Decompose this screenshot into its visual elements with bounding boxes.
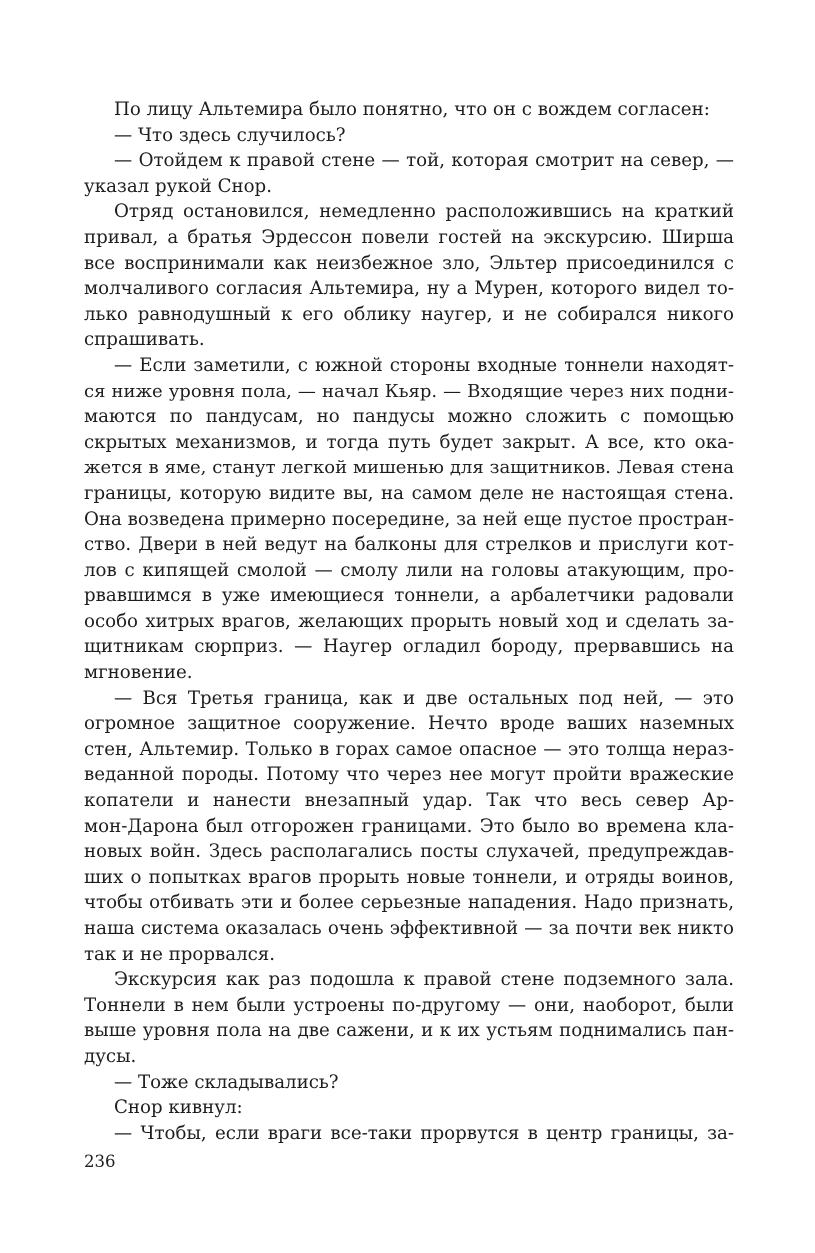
text-line: границы, которую видите вы, на самом деле не настоящая стена. [84, 482, 734, 504]
body-text [84, 97, 734, 1146]
text-line: так и не прорвался. [84, 943, 276, 965]
text-line: выше уровня пола на две сажени, и к их устьям поднимались пан- [84, 1020, 734, 1042]
text-line: копатели и нанести внезапный удар. Так что весь север Ар- [84, 790, 734, 812]
text-line: лько равнодушный к его облику наугер, и не собирался никого [84, 303, 734, 325]
text-line: мон-Дарона был отгорожен границами. Это было во времена кла- [84, 815, 734, 837]
text-line: привал, а братья Эрдессон повели гостей на экскурсию. Ширша [84, 226, 734, 248]
text-line: — Тоже складывались? [114, 1071, 339, 1093]
text-line: наша система оказалась очень эффективной — за почти век никто [84, 918, 734, 939]
text-line: дусы. [84, 1045, 137, 1067]
text-line: Отряд остановился, немедленно расположившись на краткий [114, 201, 734, 223]
text-line: Она возведена примерно посередине, за ней еще пустое простран- [84, 508, 734, 530]
text-line: — Отойдем к правой стене — той, которая смотрит на север, — [114, 150, 734, 172]
text-line: особо хитрых врагов, желающих прорыть новый ход и сделать за- [84, 610, 734, 632]
text-line: щитникам сюрприз. — Наугер огладил бороду, прервавшись на [84, 636, 734, 658]
text-line: маются по пандусам, но пандусы можно сложить с помощью [84, 406, 734, 428]
text-line: скрытых механизмов, и тогда путь будет закрыт. А все, кто ока- [84, 431, 734, 453]
text-line: спрашивать. [84, 329, 205, 351]
text-line: молчаливого согласия Альтемира, ну а Мурен, которого видел то- [84, 278, 734, 300]
text-line: Экскурсия как раз подошла к правой стене подземного зала. [114, 969, 734, 991]
text-line: новых войн. Здесь располагались посты слухачей, предупреждав- [84, 841, 734, 863]
text-line: — Чтобы, если враги все-таки прорвутся в центр границы, за- [114, 1122, 734, 1144]
text-line: лов с кипящей смолой — смолу лили на головы атакующим, про- [84, 559, 734, 581]
text-line: мгновение. [84, 662, 193, 684]
text-line: чтобы отбивать эти и более серьезные нападения. Надо признать, [84, 892, 734, 914]
text-line: Снор кивнул: [114, 1097, 243, 1119]
text-line: — Что здесь случилось? [114, 124, 346, 146]
text-line: рвавшимся в уже имеющиеся тоннели, а арбалетчики радовали [84, 585, 734, 607]
text-line: Тоннели в нем были устроены по-другому — они, наоборот, были [84, 994, 734, 1016]
text-line: огромное защитное сооружение. Нечто вроде ваших наземных [84, 713, 734, 735]
text-line: жется в яме, станут легкой мишенью для защитников. Левая стена [84, 457, 734, 479]
text-line: ство. Двери в ней ведут на балконы для стрелков и прислуги кот- [84, 534, 734, 556]
text-line: — Если заметили, с южной стороны входные тоннели находят- [114, 354, 734, 376]
text-line: веданной породы. Потому что через нее могут пройти вражеские [84, 764, 734, 786]
text-line: — Вся Третья граница, как и две остальных под ней, — это [114, 687, 734, 709]
text-line: все воспринимали как неизбежное зло, Эльтер присоединился с [84, 252, 734, 274]
text-line: стен, Альтемир. Только в горах самое опасное — это толща нераз- [84, 738, 734, 760]
text-line: ших о попытках врагов прорыть новые тоннели, и отряды воинов, [84, 866, 734, 888]
text-line: По лицу Альтемира было понятно, что он с вождем согласен: [114, 99, 710, 120]
page-number: 236 [84, 1152, 116, 1171]
text-line: ся ниже уровня пола, — начал Кьяр. — Входящие через них подни- [84, 380, 734, 402]
text-line: указал рукой Снор. [84, 175, 272, 197]
